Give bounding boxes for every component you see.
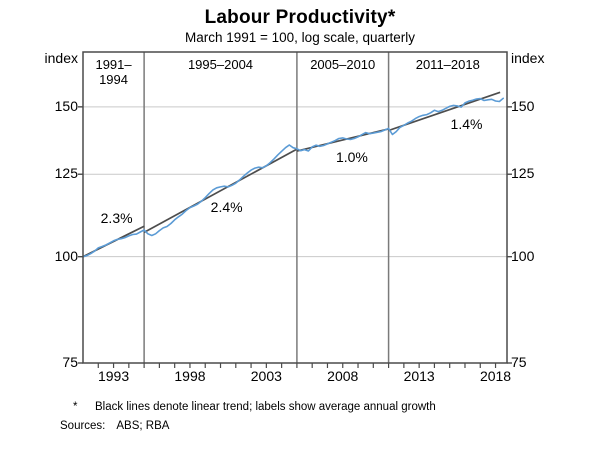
y-axis-label-left-100: 100 bbox=[54, 247, 78, 264]
sources bbox=[60, 420, 169, 432]
y-axis-label-right-150: 150 bbox=[511, 97, 535, 114]
growth-label: 2.4% bbox=[210, 198, 243, 215]
y-axis-label-left-125: 125 bbox=[54, 165, 78, 182]
chart-subtitle: March 1991 = 100, log scale, quarterly bbox=[184, 30, 415, 45]
x-axis-label-2013: 2013 bbox=[403, 368, 435, 384]
x-axis-label-2003: 2003 bbox=[250, 368, 282, 384]
period-label: 2011–2018 bbox=[415, 57, 480, 72]
y-axis-unit-right: index bbox=[511, 50, 545, 66]
sources-value: ABS; RBA bbox=[116, 420, 170, 432]
y-axis-label-right-100: 100 bbox=[511, 247, 535, 264]
y-axis-label-left-75: 75 bbox=[62, 354, 78, 370]
growth-label: 2.3% bbox=[100, 210, 133, 227]
x-axis-label-2008: 2008 bbox=[327, 368, 359, 384]
y-axis-label-left-150: 150 bbox=[54, 97, 78, 114]
chart-title: Labour Productivity* bbox=[204, 7, 396, 28]
footnote bbox=[73, 401, 436, 413]
period-label: 2005–2010 bbox=[310, 57, 376, 72]
x-axis-label-2018: 2018 bbox=[479, 368, 512, 384]
y-axis-label-right-125: 125 bbox=[511, 165, 535, 182]
period-label: 1991– bbox=[95, 57, 132, 72]
footnote-text: Black lines denote linear trend; labels show average annual growth bbox=[95, 401, 436, 413]
growth-label: 1.4% bbox=[450, 116, 483, 133]
period-label: 1995–2004 bbox=[187, 57, 254, 72]
y-axis-unit-left: index bbox=[44, 50, 78, 66]
x-axis-label-1993: 1993 bbox=[97, 368, 130, 384]
plot-frame bbox=[83, 52, 507, 363]
growth-label: 1.0% bbox=[335, 149, 368, 166]
series-line bbox=[83, 98, 503, 256]
sources-label: Sources: bbox=[60, 420, 106, 432]
footnote-marker: * bbox=[73, 401, 78, 413]
x-axis-label-1998: 1998 bbox=[174, 368, 206, 384]
period-label: 1994 bbox=[99, 72, 128, 87]
y-axis-label-right-75: 75 bbox=[511, 354, 527, 370]
trend-line-1 bbox=[144, 149, 297, 232]
